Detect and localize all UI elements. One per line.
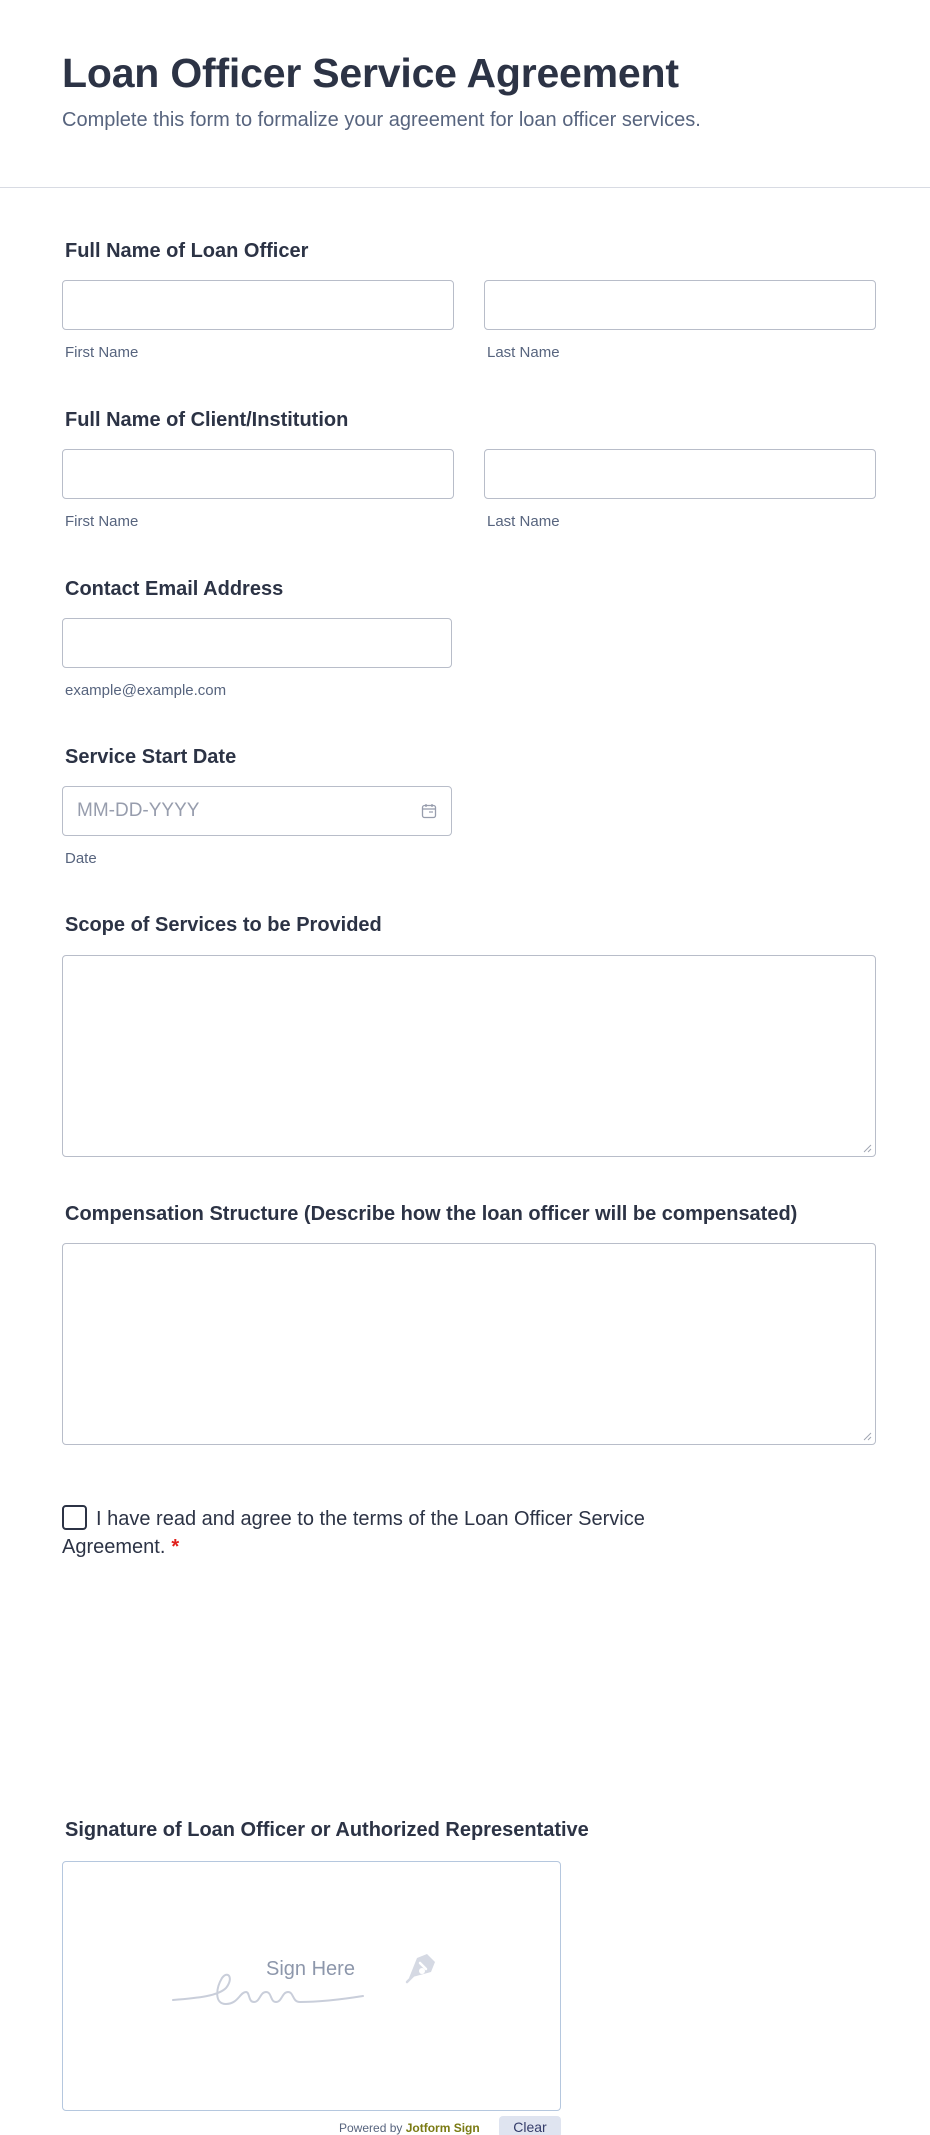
loan-officer-last-name-input[interactable] xyxy=(484,280,876,330)
powered-prefix: Powered by xyxy=(339,2121,403,2135)
compensation-textarea[interactable] xyxy=(62,1243,876,1445)
loan-officer-first-name-input[interactable] xyxy=(62,280,454,330)
powered-brand: Jotform Sign xyxy=(405,2121,480,2135)
loan-officer-name-label: Full Name of Loan Officer xyxy=(65,240,309,262)
start-date-label: Service Start Date xyxy=(65,746,237,768)
start-date-input[interactable] xyxy=(62,786,452,836)
form-title: Loan Officer Service Agreement xyxy=(62,50,679,96)
loan-officer-last-name-sublabel: Last Name xyxy=(487,344,560,361)
client-first-name-sublabel: First Name xyxy=(65,513,139,530)
signature-label: Signature of Loan Officer or Authorized Representative xyxy=(65,1819,589,1841)
email-sublabel: example@example.com xyxy=(65,682,227,699)
client-last-name-input[interactable] xyxy=(484,449,876,499)
client-first-name-input[interactable] xyxy=(62,449,454,499)
compensation-label: Compensation Structure (Describe how the loan officer will be compensated) xyxy=(65,1203,798,1225)
calendar-icon[interactable] xyxy=(421,803,437,819)
clear-signature-button[interactable]: Clear xyxy=(499,2116,561,2135)
signature-pad[interactable] xyxy=(62,1861,561,2111)
loan-officer-first-name-sublabel: First Name xyxy=(65,344,139,361)
form-subtitle: Complete this form to formalize your agreement for loan officer services. xyxy=(62,109,701,131)
form-header xyxy=(0,0,930,188)
agreement-text[interactable]: I have read and agree to the terms of the Loan Officer Service Agreement. xyxy=(62,1508,645,1558)
agreement-checkbox[interactable] xyxy=(62,1505,87,1530)
resize-grip-icon[interactable] xyxy=(862,1431,872,1441)
scope-label: Scope of Services to be Provided xyxy=(65,914,382,936)
email-label: Contact Email Address xyxy=(65,578,284,600)
client-last-name-sublabel: Last Name xyxy=(487,513,560,530)
powered-by-text xyxy=(339,2121,480,2135)
start-date-placeholder: MM-DD-YYYY xyxy=(77,800,200,821)
email-input[interactable] xyxy=(62,618,452,668)
start-date-sublabel: Date xyxy=(65,850,97,867)
required-asterisk: * xyxy=(171,1536,180,1558)
resize-grip-icon[interactable] xyxy=(862,1143,872,1153)
client-name-label: Full Name of Client/Institution xyxy=(65,409,349,431)
scope-textarea[interactable] xyxy=(62,955,876,1157)
sign-here-text: Sign Here xyxy=(266,1958,355,1980)
pen-icon xyxy=(403,1948,439,1988)
agreement-row xyxy=(62,1505,722,1561)
